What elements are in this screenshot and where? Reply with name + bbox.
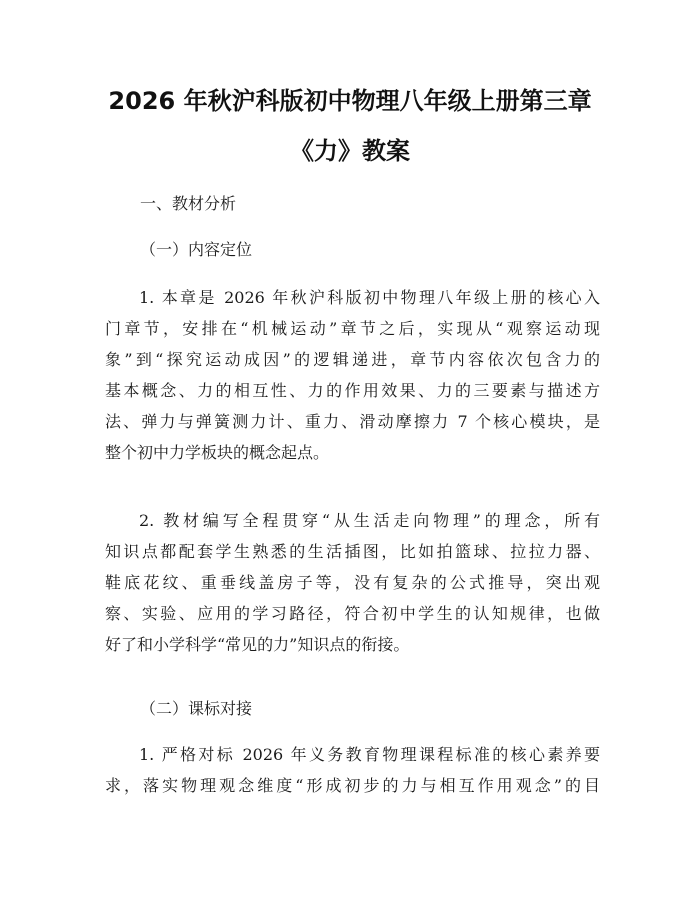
paragraph-line: 求，落实物理观念维度“形成初步的力与相互作用观念”的目 (105, 776, 600, 795)
paragraph-2 (105, 505, 600, 660)
paragraph-line: 知识点都配套学生熟悉的生活插图，比如拍篮球、拉拉力器、 (105, 542, 600, 561)
paragraph-line: 法、弹力与弹簧测力计、重力、滑动摩擦力 7 个核心模块，是 (105, 412, 600, 431)
paragraph-line: 1. 严格对标 2026 年义务教育物理课程标准的核心素养要 (139, 745, 600, 764)
paragraph-3 (105, 739, 600, 801)
paragraph-line: 象”到“探究运动成因”的逻辑递进，章节内容依次包含力的 (105, 350, 600, 369)
document-title-line-2: 《力》教案 (290, 137, 410, 165)
paragraph-line: 基本概念、力的相互性、力的作用效果、力的三要素与描述方 (105, 381, 600, 400)
paragraph-line: 2. 教材编写全程贯穿“从生活走向物理”的理念，所有 (139, 511, 600, 530)
document-title-line-1: 2026 年秋沪科版初中物理八年级上册第三章 (108, 87, 592, 115)
paragraph-1 (105, 282, 600, 468)
paragraph-line: 察、实验、应用的学习路径，符合初中学生的认知规律，也做 (105, 604, 600, 623)
paragraph-line: 好了和小学科学“常见的力”知识点的衔接。 (105, 635, 410, 654)
subsection-heading-curriculum-alignment: （二）课标对接 (140, 699, 253, 718)
paragraph-line: 门章节，安排在“机械运动”章节之后，实现从“观察运动现 (105, 319, 600, 338)
paragraph-line: 整个初中力学板块的概念起点。 (105, 443, 330, 462)
section-heading-textbook-analysis: 一、教材分析 (140, 194, 237, 213)
subsection-heading-content-positioning: （一）内容定位 (140, 240, 253, 259)
paragraph-line: 1. 本章是 2026 年秋沪科版初中物理八年级上册的核心入 (139, 288, 600, 307)
paragraph-line: 鞋底花纹、重垂线盖房子等，没有复杂的公式推导，突出观 (105, 573, 600, 592)
